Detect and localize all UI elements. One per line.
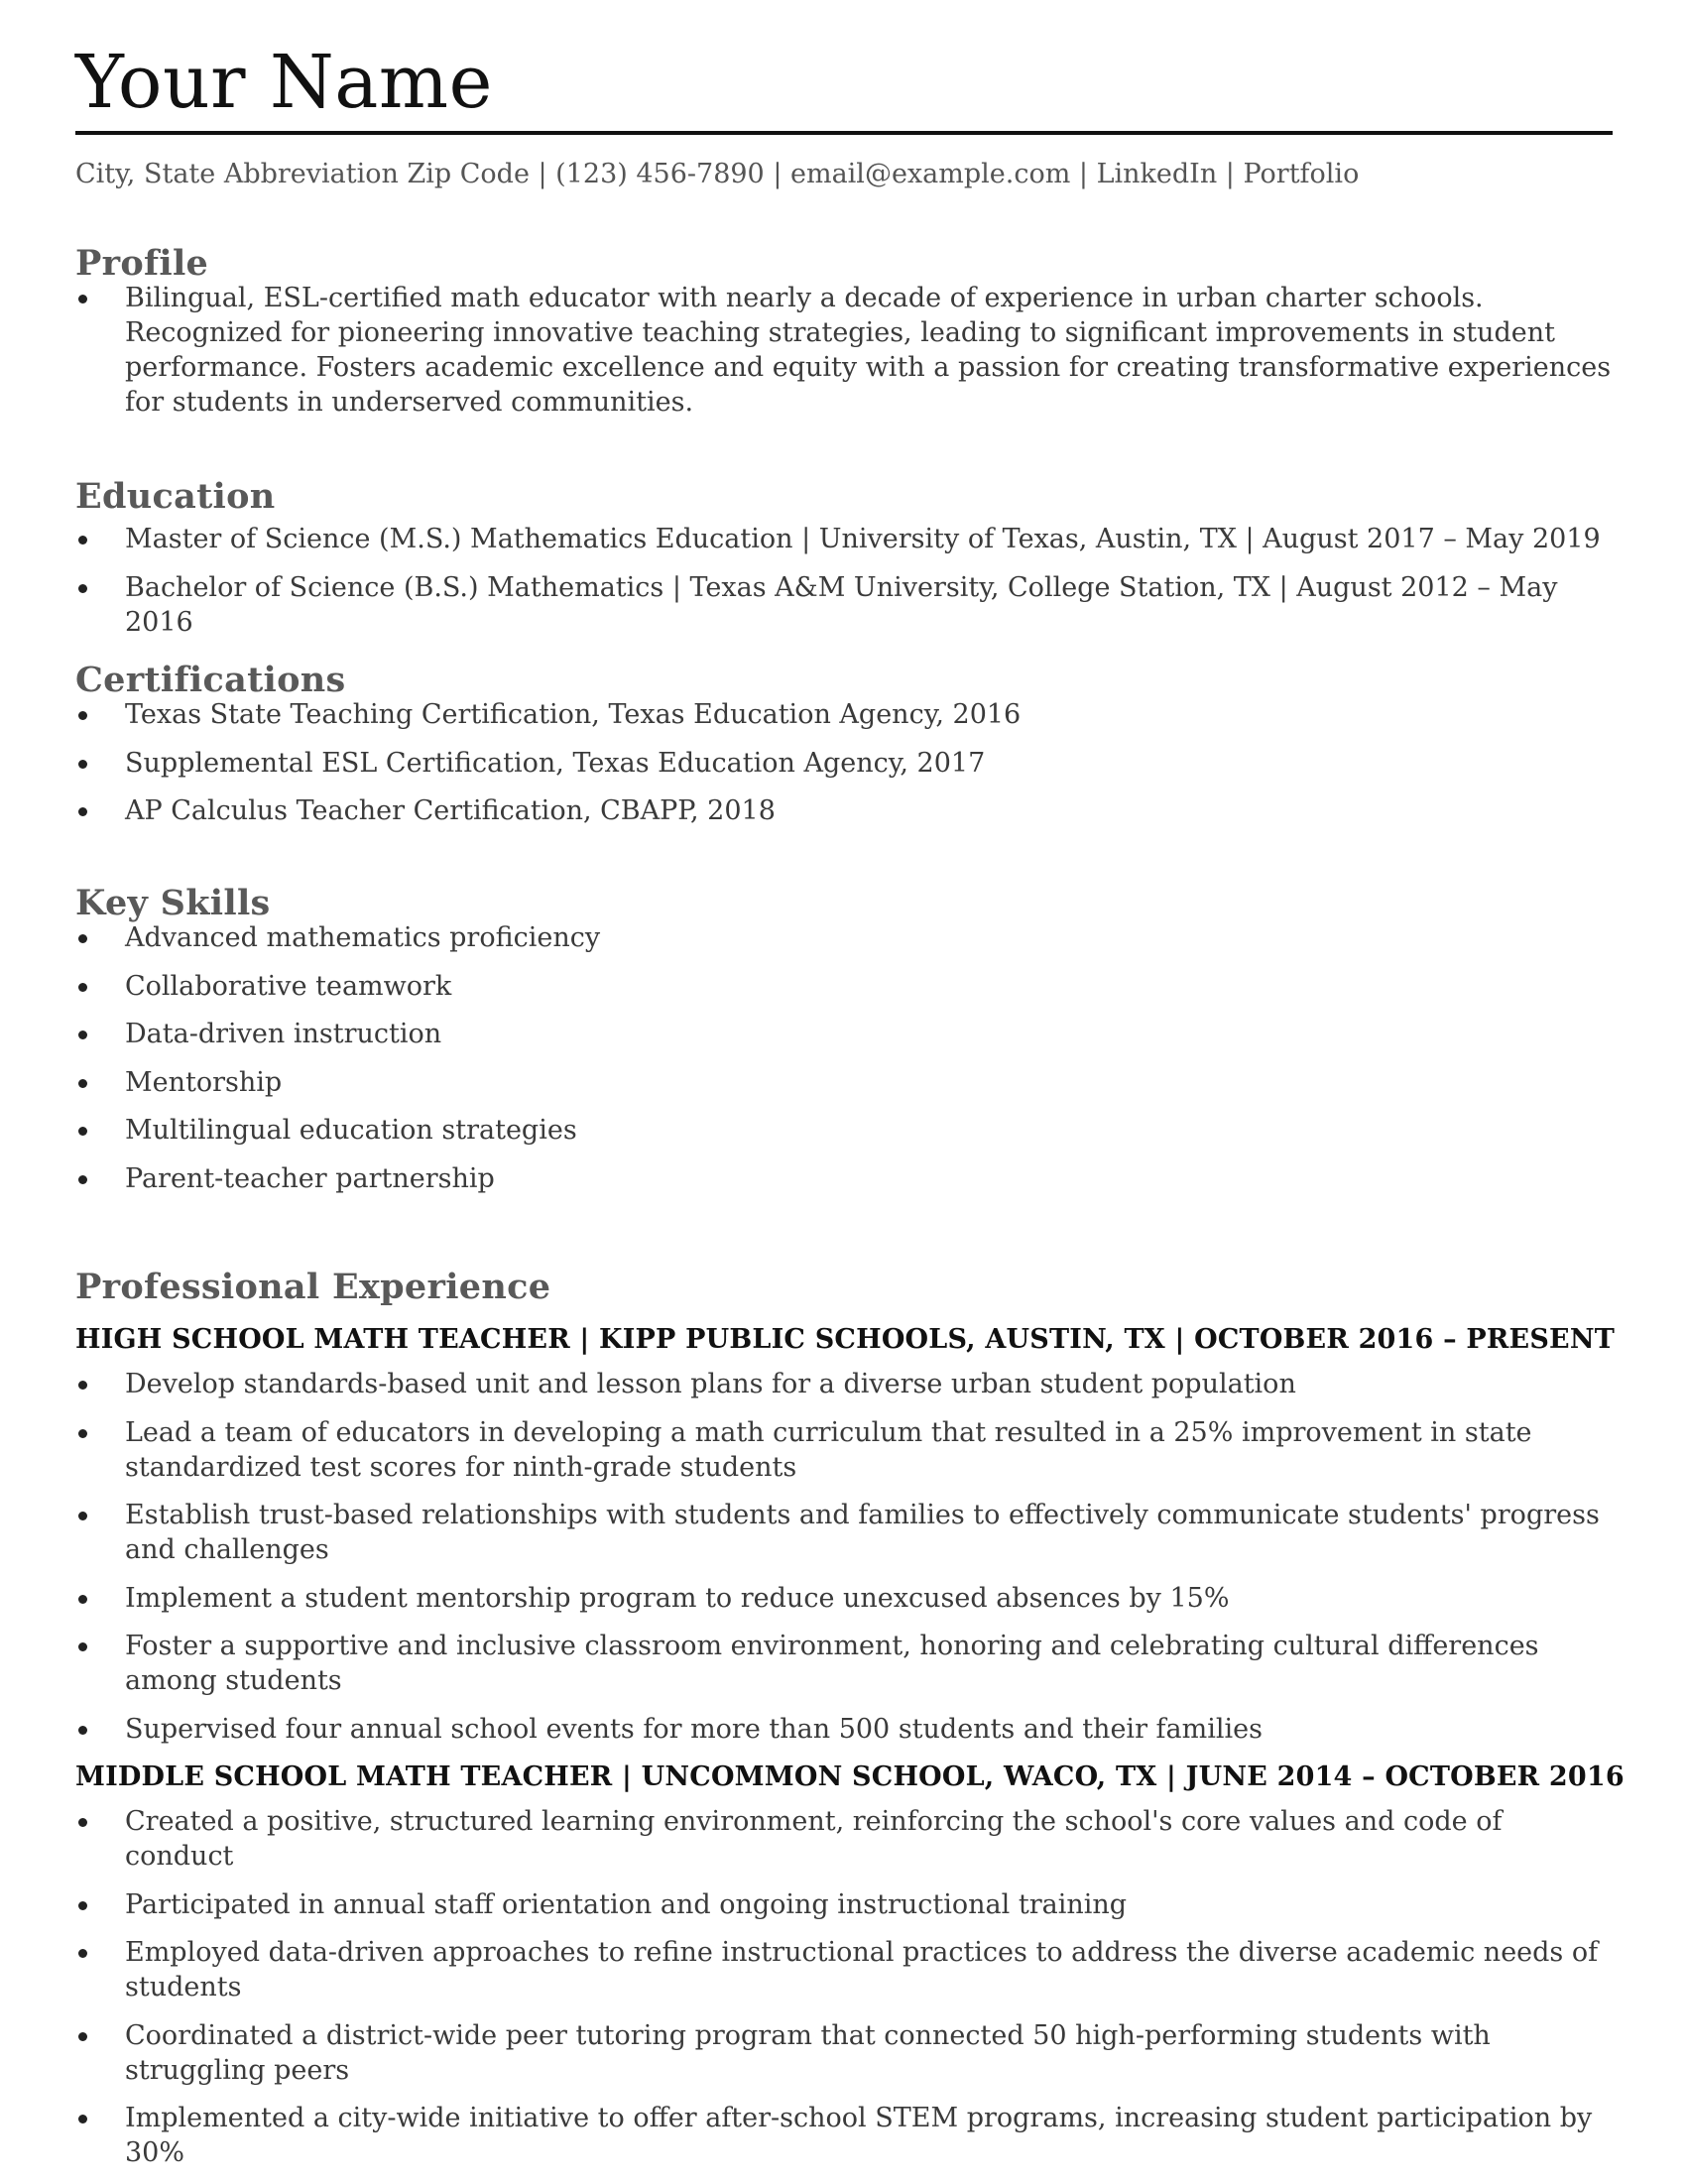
list-item [75, 1161, 1613, 1196]
certification-entry: Texas State Teaching Certification, Texas Education Agency, 2016 [125, 699, 1022, 730]
list-item [75, 570, 1613, 640]
certifications-list [75, 697, 1613, 828]
certifications-heading: Certifications [75, 660, 346, 700]
list-item [75, 1498, 1613, 1567]
list-item [75, 969, 1613, 1004]
education-section [75, 476, 1613, 653]
job-heading: MIDDLE SCHOOL MATH TEACHER | UNCOMMON SCHOOL, WACO, TX | JUNE 2014 – OCTOBER 2016 [75, 1761, 1625, 1793]
skill-entry: Collaborative teamwork [125, 970, 452, 1002]
job-duty: Develop standards-based unit and lesson plans for a diverse urban student population [125, 1369, 1296, 1400]
certification-entry: Supplemental ESL Certification, Texas Education Agency, 2017 [125, 747, 986, 779]
list-item [75, 920, 1613, 955]
profile-text: Bilingual, ESL-certified math educator with nearly a decade of experience in urban charter schools. Recognized for pioneering innovative teaching strategies, leading to significant improvements in student performance. Fosters academic excellence and equity with a passion for creating transformative experiences for students in underserved communities. [125, 283, 1612, 418]
job-duty: Implemented a city-wide initiative to offer after-school STEM programs, increasing student participation by 30% [125, 2103, 1593, 2169]
skill-entry: Multilingual education strategies [125, 1115, 577, 1146]
bullet-icon [78, 295, 87, 303]
skill-entry: Advanced mathematics proficiency [125, 922, 601, 953]
job-duty: Implement a student mentorship program to reduce unexcused absences by 15% [125, 1582, 1230, 1614]
bullet-icon [78, 1949, 87, 1958]
skill-entry: Data-driven instruction [125, 1019, 442, 1049]
list-item [75, 281, 1613, 420]
skill-entry: Parent-teacher partnership [125, 1162, 495, 1194]
bullet-icon [78, 584, 87, 593]
bullet-icon [78, 1901, 87, 1910]
job-duty: Created a positive, structured learning environment, reinforcing the school's core values and code of conduct [125, 1806, 1503, 1873]
job-duties-list [75, 1804, 1613, 2170]
bullet-icon [78, 1512, 87, 1520]
education-entry: Master of Science (M.S.) Mathematics Education | University of Texas, Austin, TX | August 2017 – May 2019 [125, 524, 1601, 554]
list-item [75, 1887, 1613, 1922]
education-list [75, 522, 1613, 640]
list-item [75, 2101, 1613, 2170]
profile-section [75, 243, 1613, 420]
skills-section [75, 883, 1613, 1209]
bullet-icon [78, 1818, 87, 1827]
candidate-name: Your Name [75, 40, 493, 125]
list-item [75, 522, 1613, 556]
list-item [75, 1415, 1613, 1485]
bullet-icon [78, 1595, 87, 1604]
bullet-icon [78, 1175, 87, 1184]
job-duty: Foster a supportive and inclusive classroom environment, honoring and celebrating cultural differences among students [125, 1631, 1539, 1697]
list-item [75, 1581, 1613, 1616]
list-item [75, 1629, 1613, 1698]
education-entry: Bachelor of Science (B.S.) Mathematics | Texas A&M University, College Station, TX | August 2012 – May 2016 [125, 571, 1558, 638]
list-item [75, 1065, 1613, 1100]
bullet-icon [78, 1726, 87, 1735]
skills-list [75, 920, 1613, 1196]
education-heading: Education [75, 476, 276, 517]
job-duty: Coordinated a district-wide peer tutoring program that connected 50 high-performing students with struggling peers [125, 2019, 1491, 2086]
bullet-icon [78, 983, 87, 992]
list-item [75, 793, 1613, 828]
contact-line: City, State Abbreviation Zip Code | (123) 456-7890 | email@example.com | LinkedIn | Portfolio [75, 159, 1360, 189]
bullet-icon [78, 536, 87, 545]
header-divider [75, 131, 1613, 135]
bullet-icon [78, 1127, 87, 1136]
bullet-icon [78, 1642, 87, 1651]
list-item [75, 746, 1613, 781]
job-duty: Supervised four annual school events for more than 500 students and their families [125, 1713, 1263, 1745]
bullet-icon [78, 2032, 87, 2041]
experience-section [75, 1267, 1625, 2184]
list-item [75, 1017, 1613, 1051]
list-item [75, 1935, 1613, 2004]
job-duty: Participated in annual staff orientation and ongoing instructional training [125, 1888, 1128, 1920]
list-item [75, 1712, 1613, 1747]
list-item [75, 1367, 1613, 1401]
skills-heading: Key Skills [75, 883, 271, 923]
bullet-icon [78, 760, 87, 769]
bullet-icon [78, 807, 87, 816]
bullet-icon [78, 1031, 87, 1039]
experience-heading: Professional Experience [75, 1267, 551, 1307]
profile-heading: Profile [75, 243, 209, 284]
certification-entry: AP Calculus Teacher Certification, CBAPP, 2018 [125, 795, 776, 826]
job-duty: Lead a team of educators in developing a math curriculum that resulted in a 25% improvement in state standardized test scores for ninth-grade students [125, 1416, 1532, 1483]
certifications-section [75, 660, 1613, 842]
profile-list [75, 281, 1613, 420]
bullet-icon [78, 1079, 87, 1088]
list-item [75, 697, 1613, 732]
list-item [75, 1804, 1613, 1874]
bullet-icon [78, 1381, 87, 1390]
bullet-icon [78, 711, 87, 720]
bullet-icon [78, 934, 87, 943]
job-duty: Employed data-driven approaches to refine instructional practices to address the diverse academic needs of students [125, 1937, 1599, 2003]
job-duties-list [75, 1367, 1613, 1747]
job-duty: Establish trust-based relationships with students and families to effectively communicate students' progress and challenges [125, 1500, 1600, 1566]
bullet-icon [78, 1429, 87, 1438]
skill-entry: Mentorship [125, 1066, 283, 1098]
list-item [75, 1113, 1613, 1148]
job-heading: HIGH SCHOOL MATH TEACHER | KIPP PUBLIC SCHOOLS, AUSTIN, TX | OCTOBER 2016 – PRESENT [75, 1324, 1615, 1355]
list-item [75, 2018, 1613, 2088]
bullet-icon [78, 2115, 87, 2123]
